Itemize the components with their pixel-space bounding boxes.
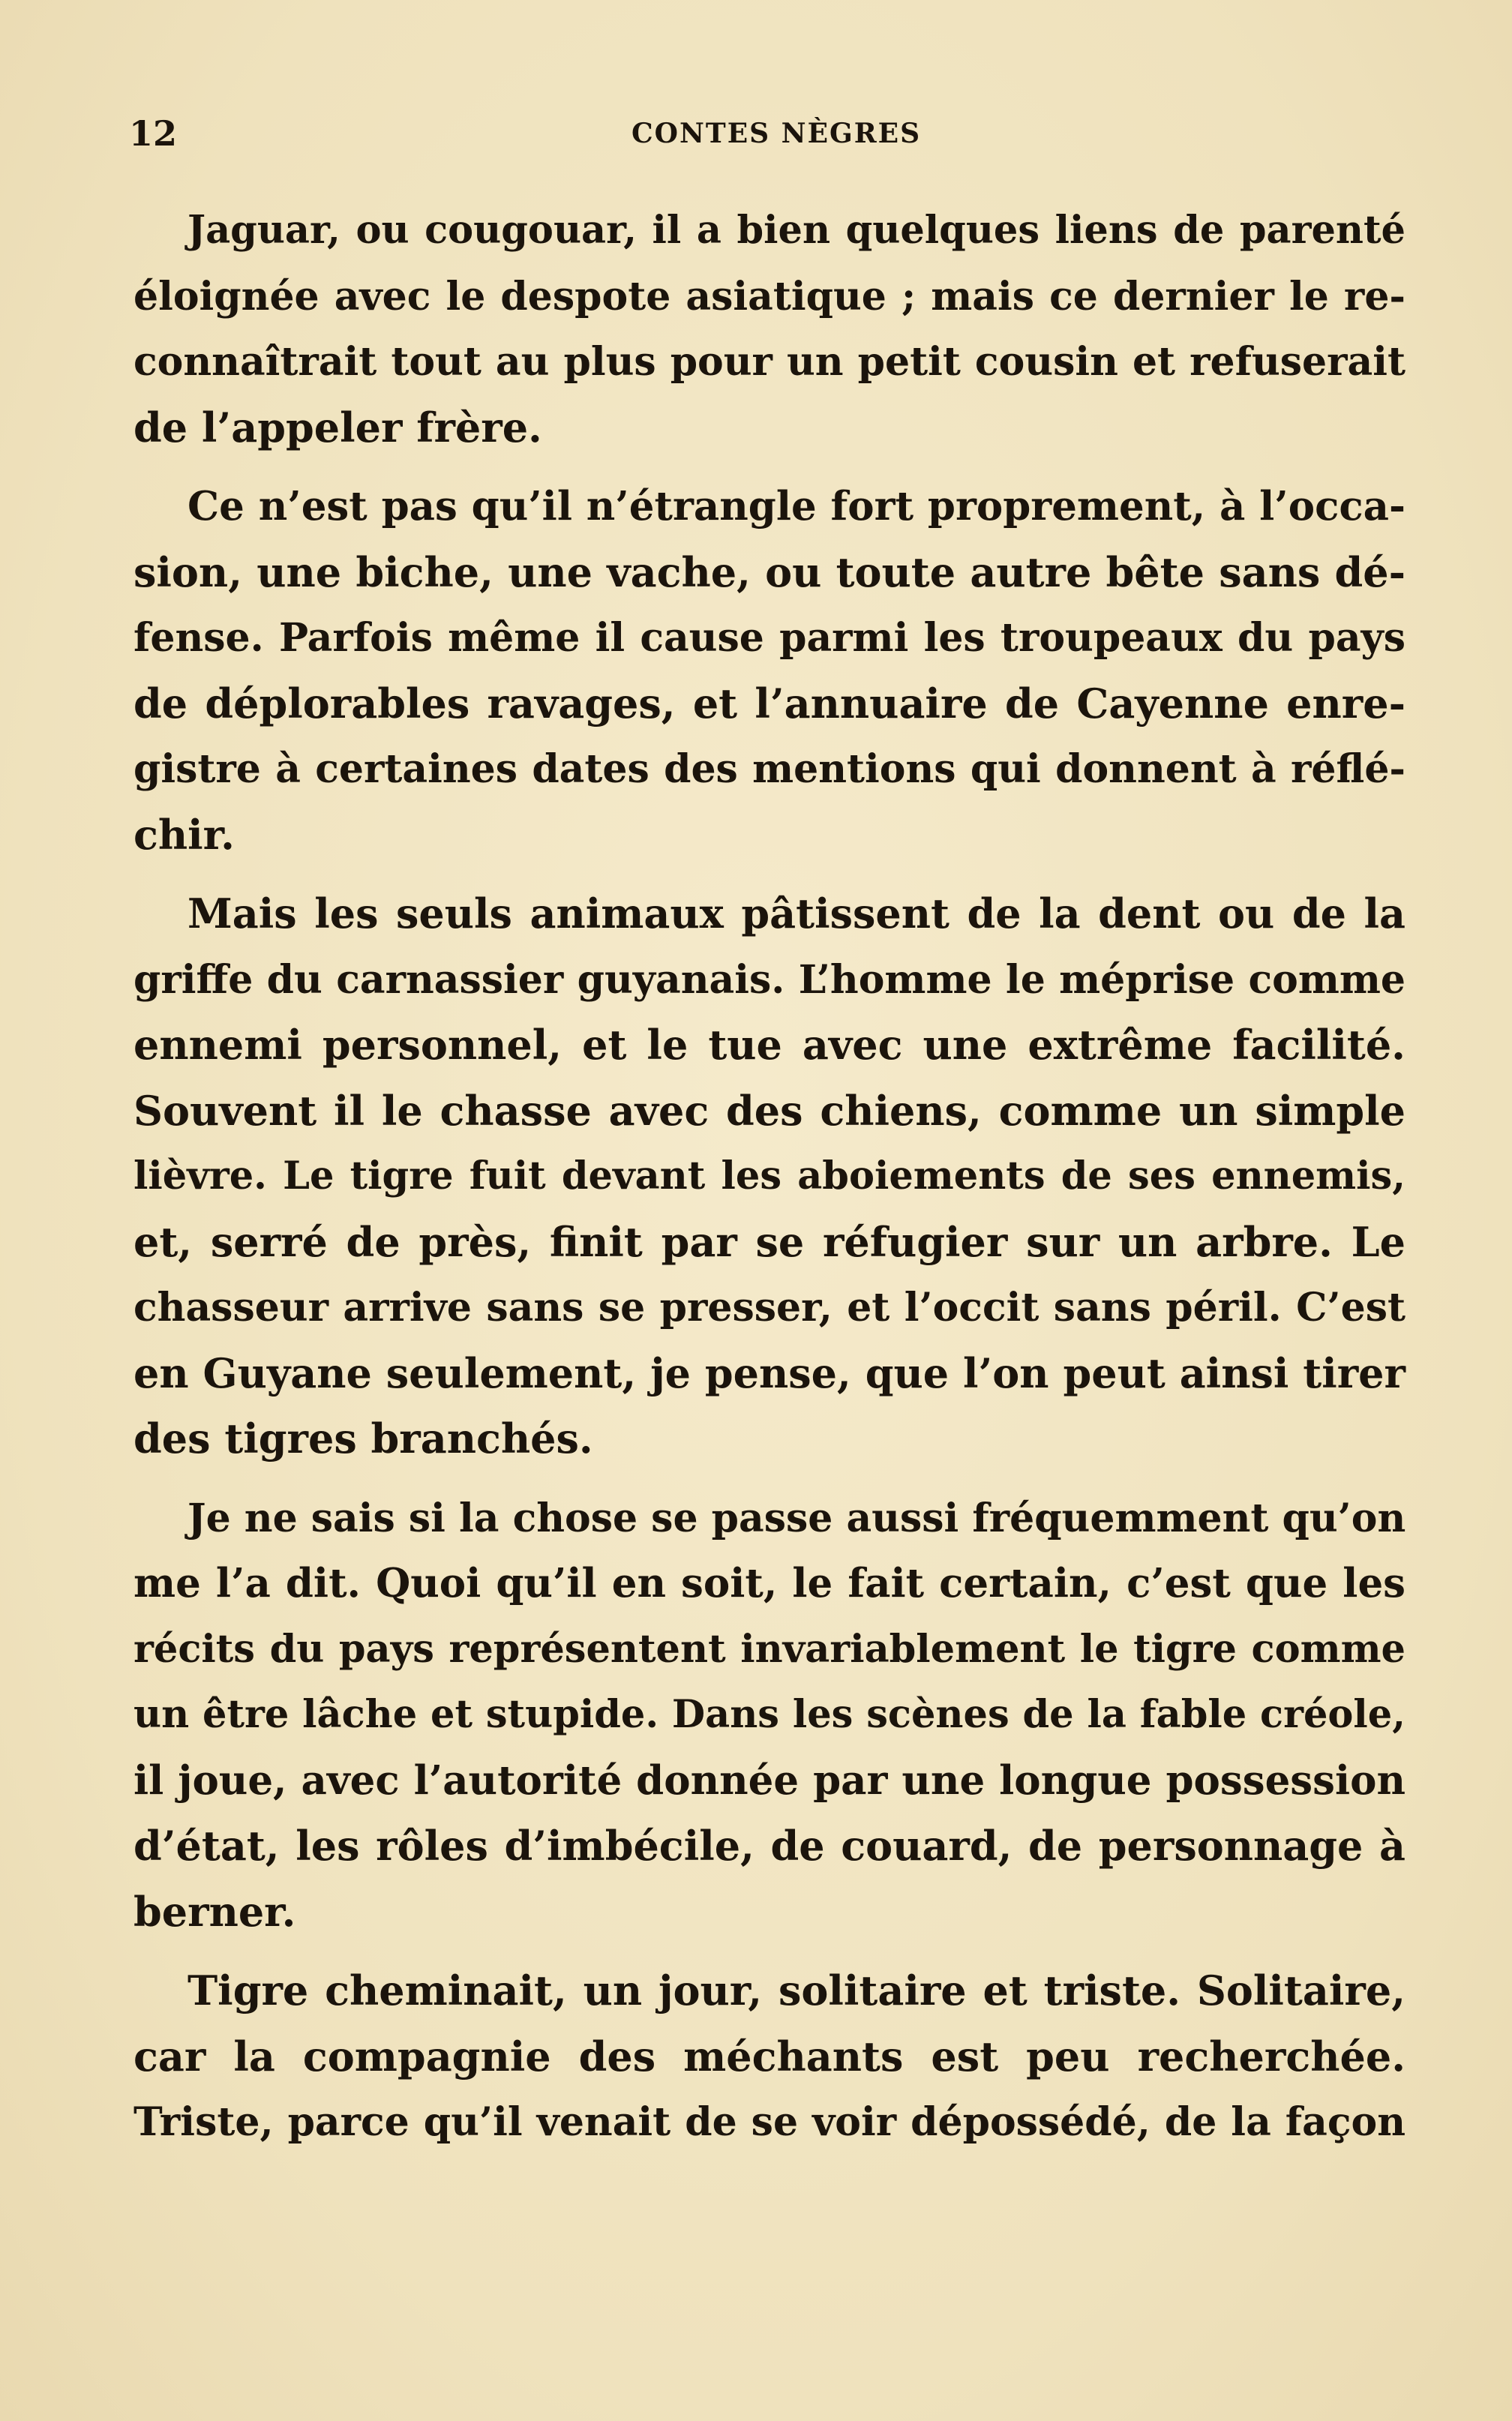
text-line: berner.	[134, 1887, 296, 1936]
text-line: il joue, avec l’autorité donnée par une longue possession	[134, 1756, 1406, 1804]
text-line: chasseur arrive sans se presser, et l’occit sans péril. C’est	[134, 1285, 1406, 1330]
text-line: ennemi personnel, et le tue avec une extrême facilité.	[134, 1021, 1406, 1069]
text-line: Triste, parce qu’il venait de se voir dépossédé, de la façon	[134, 2099, 1406, 2145]
paragraph-4	[134, 1486, 1406, 1946]
text-line: car la compagnie des méchants est peu recherchée.	[134, 2032, 1406, 2080]
text-line: en Guyane seulement, je pense, que l’on peut ainsi tirer	[134, 1348, 1406, 1397]
text-line: et, serré de près, finit par se réfugier sur un arbre. Le	[134, 1217, 1406, 1266]
text-line: Ce n’est pas qu’il n’étrangle fort proprement, à l’occa-	[188, 483, 1406, 530]
text-line: Jaguar, ou cougouar, il a bien quelques liens de parenté	[188, 208, 1406, 253]
running-title: CONTES NÈGRES	[632, 118, 922, 149]
text-line: éloignée avec le despote asiatique ; mais ce dernier le re-	[134, 273, 1406, 320]
page-header	[129, 111, 1404, 156]
page-number: 12	[129, 113, 178, 154]
text-line: griffe du carnassier guyanais. L’homme le méprise comme	[134, 956, 1406, 1003]
text-line: gistre à certaines dates des mentions qui donnent à réflé-	[134, 746, 1406, 792]
paragraph-5	[134, 1958, 1406, 2156]
paragraph-1	[134, 198, 1406, 460]
text-line: me l’a dit. Quoi qu’il en soit, le fait certain, c’est que les	[134, 1560, 1406, 1606]
text-line: des tigres branchés.	[134, 1414, 593, 1462]
text-line: fense. Parfois même il cause parmi les troupeaux du pays	[134, 615, 1406, 661]
text-line: sion, une biche, une vache, ou toute autre bête sans dé-	[134, 548, 1406, 596]
text-line: lièvre. Le tigre fuit devant les aboiements de ses ennemis,	[134, 1154, 1406, 1198]
text-line: Je ne sais si la chose se passe aussi fréquemment qu’on	[188, 1495, 1406, 1541]
text-line: Mais les seuls animaux pâtissent de la dent ou de la	[188, 890, 1406, 938]
text-line: un être lâche et stupide. Dans les scènes de la fable créole,	[134, 1692, 1406, 1737]
text-line: de déplorables ravages, et l’annuaire de Cayenne enre-	[134, 679, 1406, 728]
text-line: connaîtrait tout au plus pour un petit cousin et refuserait	[134, 339, 1406, 385]
text-line: chir.	[134, 810, 235, 859]
text-line: Tigre cheminait, un jour, solitaire et triste. Solitaire,	[188, 1966, 1406, 2014]
text-line: de l’appeler frère.	[134, 403, 542, 452]
text-line: récits du pays représentent invariablement le tigre comme	[134, 1626, 1406, 1672]
body-text	[134, 198, 1406, 2169]
text-line: Souvent il le chasse avec des chiens, comme un simple	[134, 1086, 1406, 1135]
text-line: d’état, les rôles d’imbécile, de couard, de personnage à	[134, 1822, 1406, 1870]
paragraph-3	[134, 881, 1406, 1472]
paragraph-2	[134, 474, 1406, 868]
